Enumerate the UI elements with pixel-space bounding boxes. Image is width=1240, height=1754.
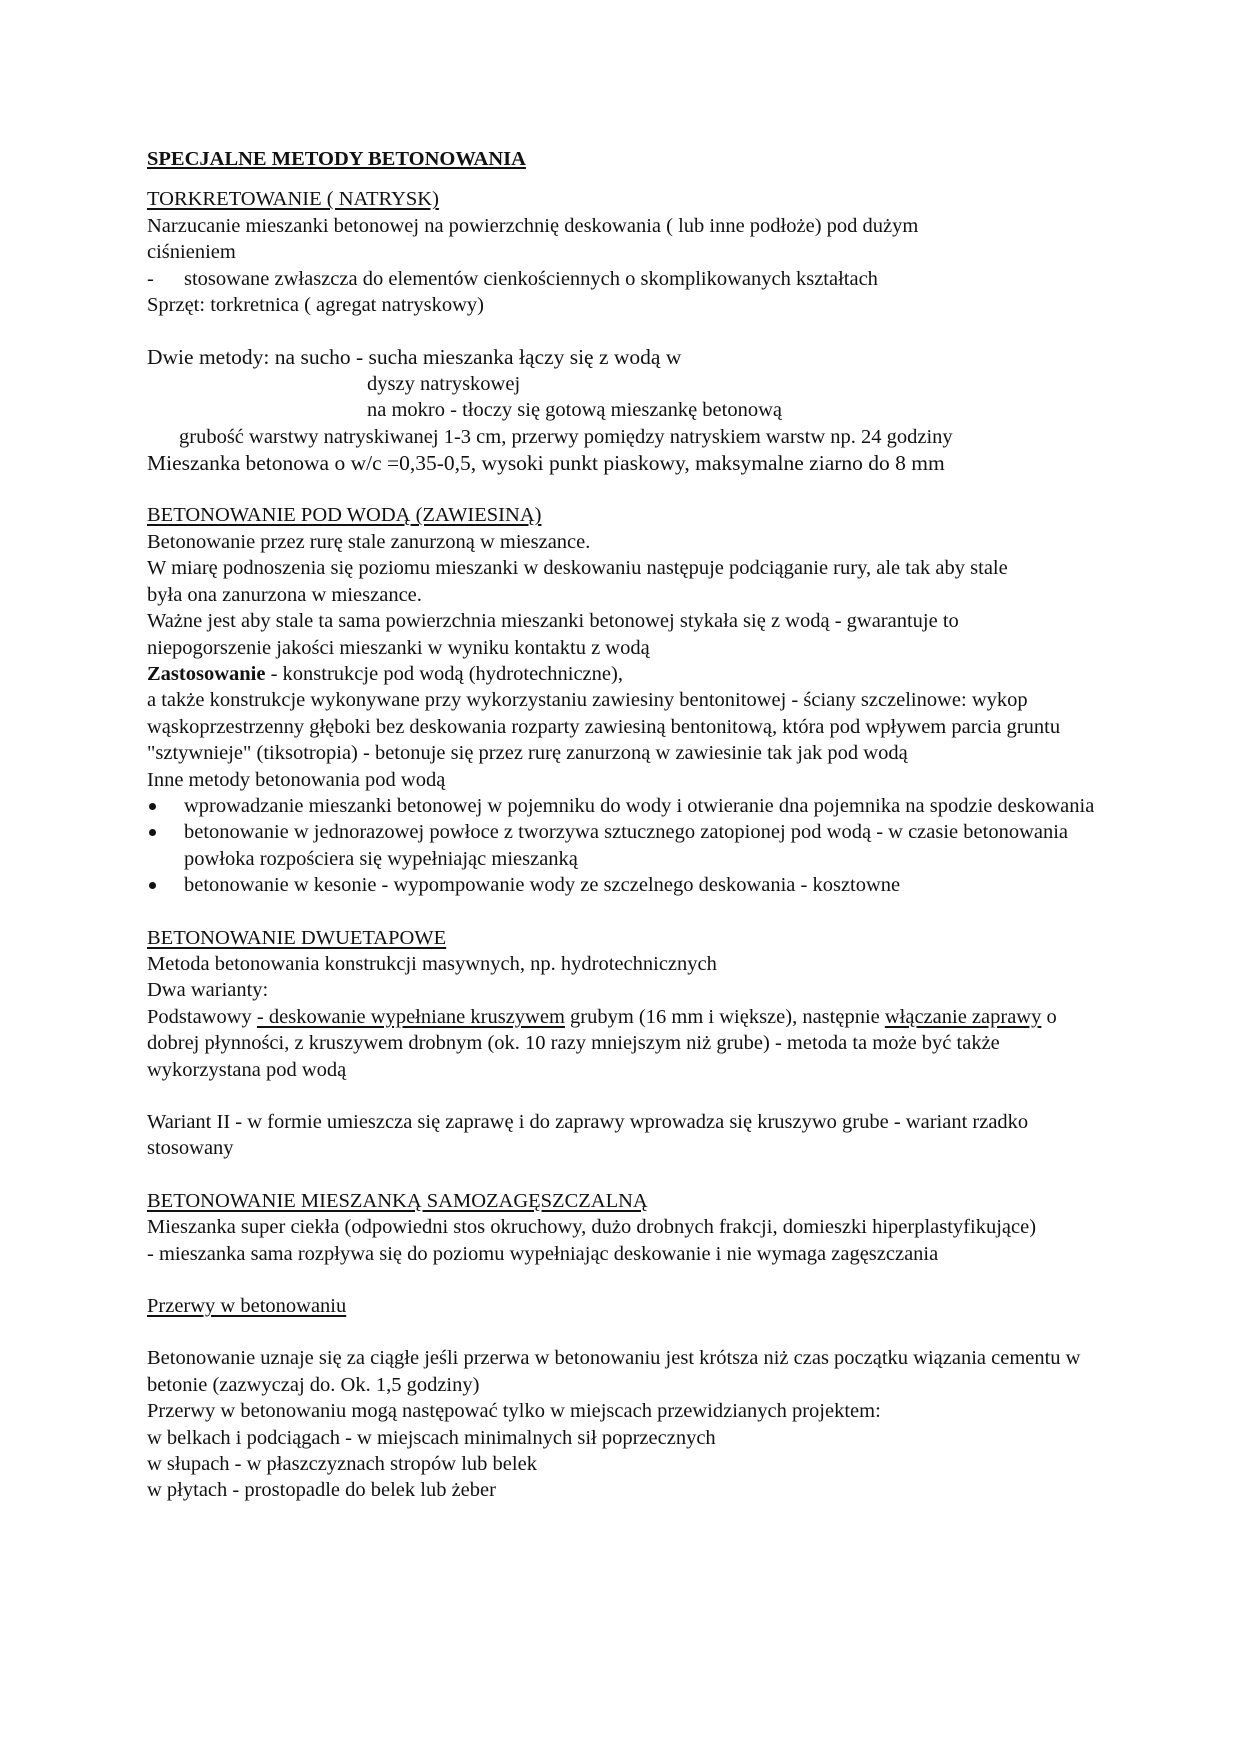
application-label: Zastosowanie (147, 662, 266, 685)
list-item: betonowanie w jednorazowej powłoce z tworzywa sztucznego zatopionej pod wodą - w czasie betonowania powłoka rozpościera się wypełniając mieszanką (147, 819, 1107, 872)
document-page (147, 146, 1107, 1504)
basic-underlined-1: - deskowanie wypełniane kruszywem (256, 1005, 565, 1028)
paragraph: Betonowanie przez rurę stale zanurzoną w mieszance. (147, 530, 591, 553)
section-underwater (147, 502, 1107, 898)
method-dry-cont: dyszy natryskowej (367, 372, 521, 395)
method-dry: na sucho - sucha mieszanka łączy się z wodą w (274, 345, 682, 370)
bullet-list (147, 793, 1107, 899)
paragraph: w płytach - prostopadle do belek lub żeber (147, 1479, 496, 1502)
paragraph: Przerwy w betonowaniu mogą następować tylko w miejscach przewidzianych projektem: (147, 1400, 881, 1423)
paragraph: w słupach - w płaszczyznach stropów lub belek (147, 1453, 537, 1476)
paragraph: Mieszanka betonowa o w/c =0,35-0,5, wysoki punkt piaskowy, maksymalne ziarno do 8 mm (147, 451, 945, 476)
method-wet: na mokro - tłoczy się gotową mieszankę betonową (367, 399, 782, 422)
paragraph: Metoda betonowania konstrukcji masywnych, np. hydrotechnicznych (147, 952, 717, 975)
basic-underlined-2: włączanie zaprawy (884, 1005, 1042, 1028)
basic-text-end: o dobrej płynności, z kruszywem drobnym (ok. 10 razy mniejszym niż grube) - metoda ta może być także wykorzystana pod wodą (147, 1005, 1057, 1081)
paragraph: Mieszanka super ciekła (odpowiedni stos okruchowy, dużo drobnych frakcji, domieszki hiperplastyfikujące) - mieszanka sama rozpływa się do poziomu wypełniając deskowanie i nie wymaga zagęszczania (147, 1216, 1037, 1265)
section-heading: Przerwy w betonowaniu (147, 1295, 347, 1318)
paragraph: Wariant II - w formie umieszcza się zaprawę i do zaprawy wprowadza się kruszywo grube - wariant rzadko stosowany (147, 1111, 1029, 1160)
list-item: wprowadzanie mieszanki betonowej w pojemniku do wody i otwieranie dna pojemnika na spodzie deskowania (147, 793, 1107, 819)
basic-text: grubym (16 mm i większe), następnie (564, 1005, 885, 1028)
paragraph: Ważne jest aby stale ta sama powierzchnia mieszanki betonowej stykała się z wodą - gwarantuje to niepogorszenie jakości mieszanki w wyniku kontaktu z wodą (147, 610, 959, 659)
section-breaks (147, 1293, 1107, 1504)
basic-label: Podstawowy (147, 1005, 257, 1028)
section-selfcompact (147, 1188, 1107, 1267)
section-heading: BETONOWANIE POD WODĄ (ZAWIESINĄ) (147, 504, 542, 527)
paragraph: a także konstrukcje wykonywane przy wykorzystaniu zawiesiny bentonitowej - ściany szczelinowe: wykop wąskoprzestrzenny głęboki bez deskowania rozparty zawiesiną bentonitową, która pod wpływem parcia gruntu "sztywnieje" (tiksotropia) - betonuje się przez rurę zanurzoną w zawiesinie tak jak pod wodą (147, 689, 1061, 765)
methods-label: Dwie metody: (147, 345, 275, 370)
list-item: betonowanie w kesonie - wypompowanie wody ze szczelnego deskowania - kosztowne (147, 872, 1107, 898)
section-torkret (147, 186, 1107, 476)
basic-variant (147, 1004, 1077, 1083)
paragraph: grubość warstwy natryskiwanej 1-3 cm, przerwy pomiędzy natryskiem warstw np. 24 godziny (179, 425, 953, 448)
paragraph: w belkach i podciągach - w miejscach minimalnych sił poprzecznych (147, 1426, 716, 1449)
section-heading: BETONOWANIE MIESZANKĄ SAMOZAGĘSZCZALNĄ (147, 1189, 648, 1212)
section-heading: BETONOWANIE DWUETAPOWE (147, 926, 447, 949)
dash-text: stosowane zwłaszcza do elementów cienkościennych o skomplikowanych kształtach (184, 267, 878, 290)
paragraph: Dwa warianty: (147, 979, 269, 1002)
methods-line (147, 344, 1107, 370)
paragraph: Narzucanie mieszanki betonowej na powierzchnię deskowania ( lub inne podłoże) pod dużym ciśnieniem (147, 214, 919, 264)
dash-item (147, 266, 1107, 292)
section-heading: TORKRETOWANIE ( NATRYSK) (147, 188, 439, 211)
subheading: Inne metody betonowania pod wodą (147, 768, 446, 791)
dash-marker: - (147, 267, 154, 290)
paragraph: Betonowanie uznaje się za ciągłe jeśli przerwa w betonowaniu jest krótsza niż czas początku wiązania cementu w betonie (zazwyczaj do. Ok. 1,5 godziny) (147, 1347, 1081, 1396)
application-line (147, 661, 1107, 687)
application-text: - konstrukcje pod wodą (hydrotechniczne), (265, 662, 623, 685)
page-title: SPECJALNE METODY BETONOWANIA (147, 148, 526, 170)
section-twostage (147, 925, 1107, 1162)
paragraph: W miarę podnoszenia się poziomu mieszanki w deskowaniu następuje podciąganie rury, ale tak aby stale była ona zanurzona w mieszance. (147, 557, 1008, 606)
paragraph: Sprzęt: torkretnica ( agregat natryskowy) (147, 294, 484, 317)
